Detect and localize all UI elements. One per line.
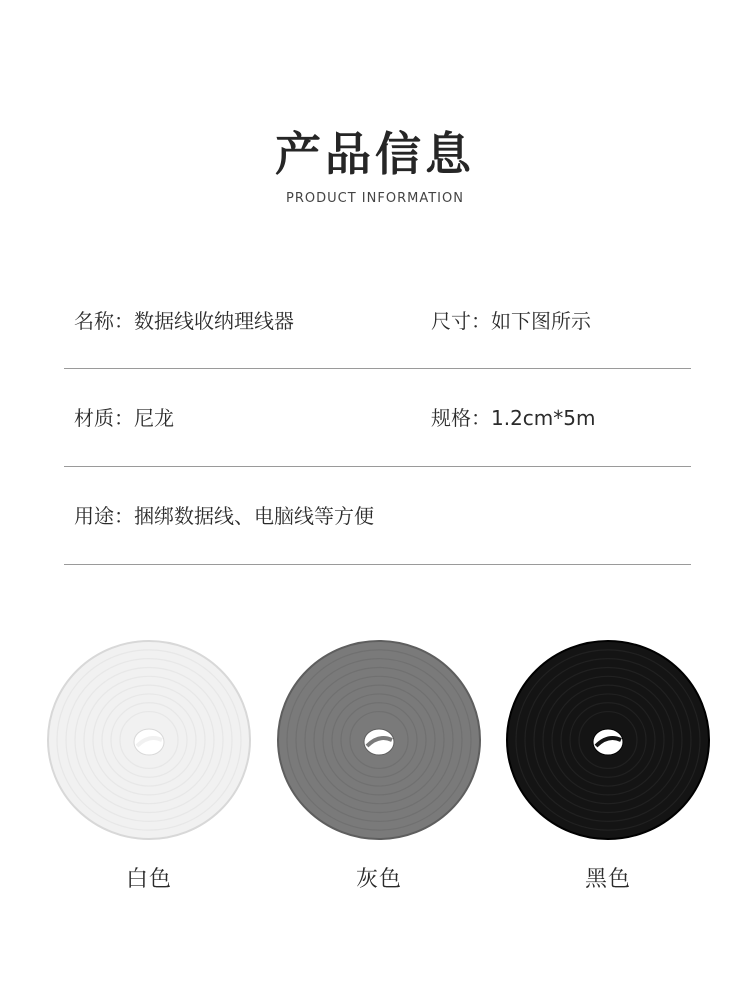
spec-usage [74,500,374,529]
spec-key: 尺寸： [431,309,491,333]
spec-value: 捆绑数据线、电脑线等方便 [134,504,374,528]
product-gray [275,636,483,892]
spec-table [64,272,691,565]
spec-value: 1.2cm*5m [491,406,596,430]
spec-key: 用途： [74,504,134,528]
tape-roll-image [504,636,712,844]
spec-key: 材质： [74,406,134,430]
color-options [0,636,750,896]
spec-name [74,305,294,334]
page-title: 产品信息 [275,127,475,181]
color-label: 灰色 [355,867,402,892]
product-black [504,636,712,892]
color-label: 黑色 [584,867,631,892]
tape-roll-image [45,636,253,844]
spec-key: 规格： [431,406,491,430]
spec-row [64,467,691,565]
spec-value: 如下图所示 [491,309,591,333]
spec-key: 名称： [74,309,134,333]
spec-dimension [431,402,596,431]
spec-size [431,305,591,334]
spec-value: 尼龙 [134,406,174,430]
tape-roll-image [275,636,483,844]
spec-row [64,369,691,467]
spec-row [64,272,691,369]
color-label: 白色 [125,867,172,892]
spec-value: 数据线收纳理线器 [134,309,294,333]
product-white [45,636,253,892]
spec-material [74,402,174,431]
page-subtitle: PRODUCT INFORMATION [286,191,464,206]
